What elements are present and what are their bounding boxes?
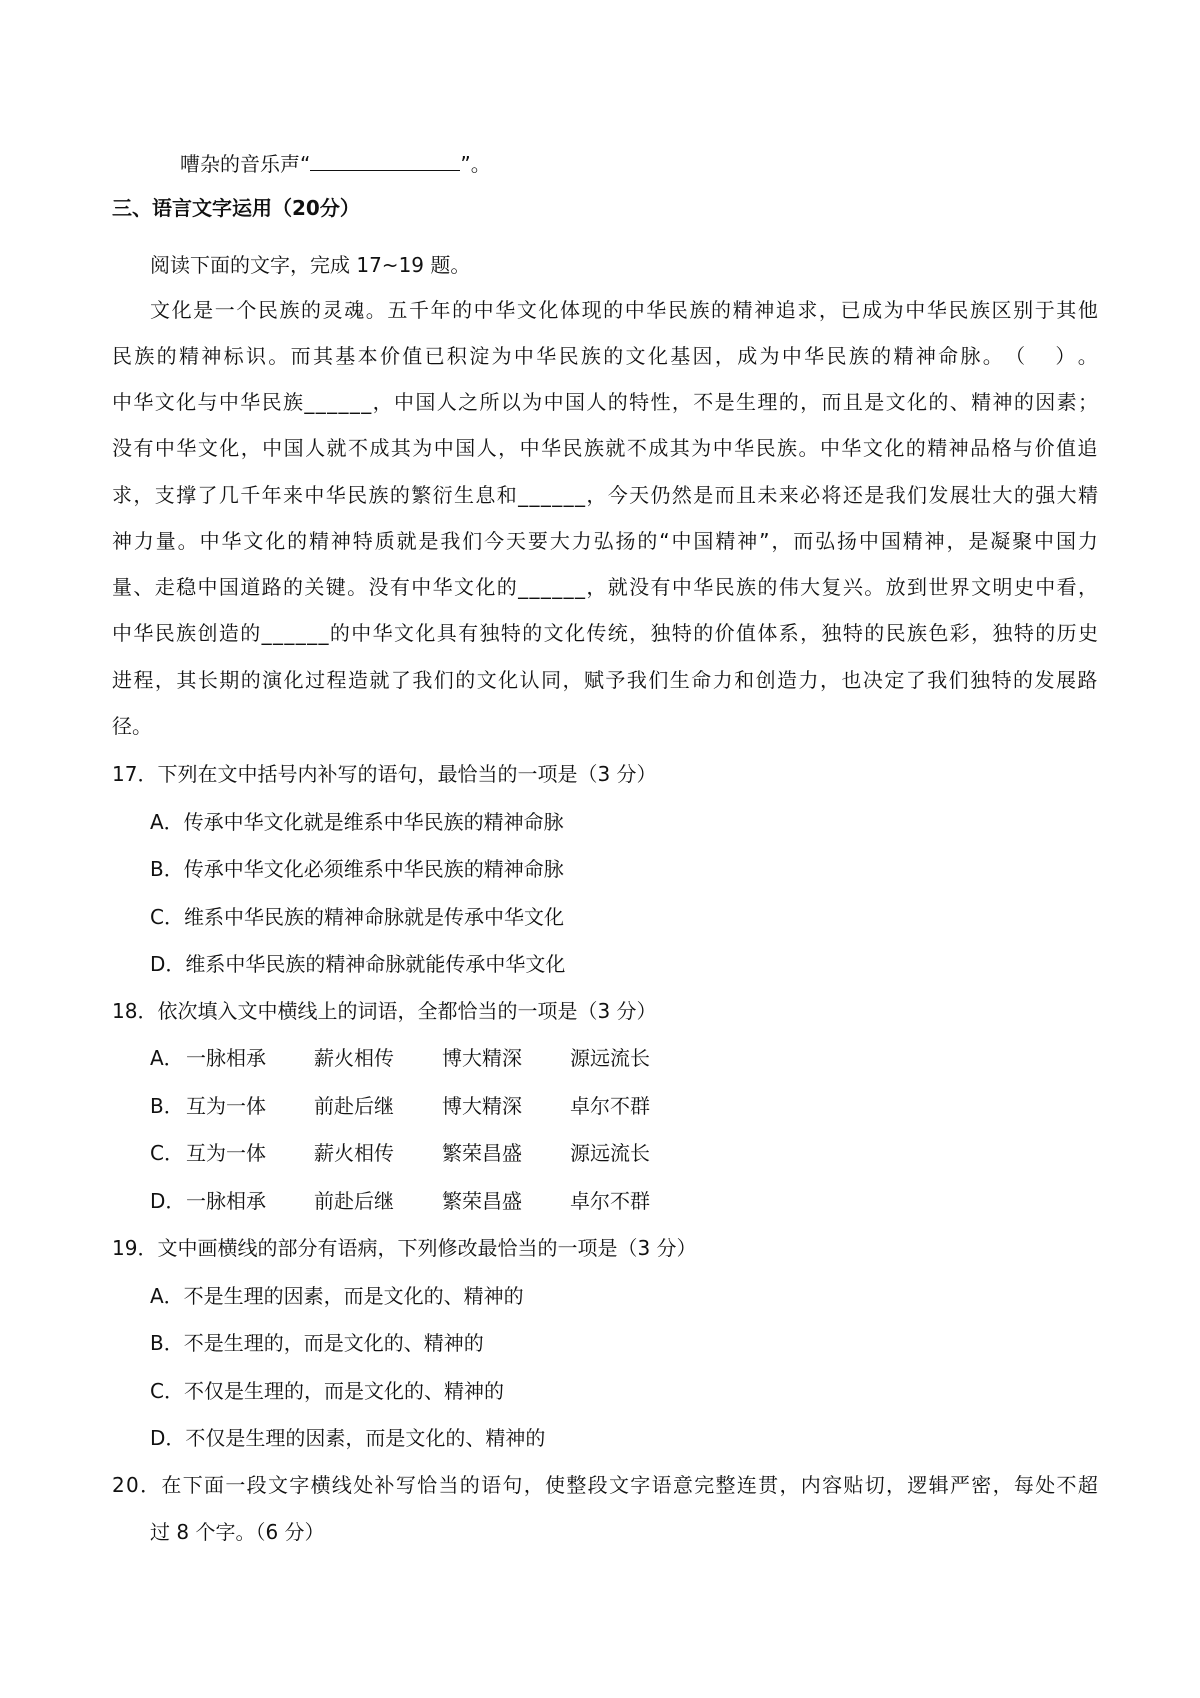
passage-line: 量 、 走 稳 中 国 道 路 的 关 键 。 没 有 中 华 文 化 的 _ _ _ _ _ _ ， 就 没 有 中 华 民 族 的 伟 大 复 兴 。 放 到 世 界 文 明 史 中 看 ， [112, 575, 1098, 599]
question-19-option-b: B．不是生理的，而是文化的、精神的 [150, 1331, 484, 1355]
question-19-option-a: A．不是生理的因素，而是文化的、精神的 [150, 1284, 524, 1308]
passage-line: 文 化 是 一 个 民 族 的 灵 魂 。 五 千 年 的 中 华 文 化 体 现 的 中 华 民 族 的 精 神 追 求 ， 已 成 为 中 华 民 族 区 别 于 其 他 [150, 298, 1098, 322]
question-20-stem-line1: 2 0 ． 在 下 面 一 段 文 字 横 线 处 补 写 恰 当 的 语 句 ， 使 整 段 文 字 语 意 完 整 连 贯 ， 内 容 贴 切 ， 逻 辑 严 密 ， 每 处 不 超 [112, 1473, 1098, 1497]
top-line [180, 150, 491, 176]
section-title: 三、语言文字运用（20分） [112, 196, 360, 220]
passage-line: 进 程 ， 其 长 期 的 演 化 过 程 造 就 了 我 们 的 文 化 认 同 ， 赋 予 我 们 生 命 力 和 创 造 力 ， 也 决 定 了 我 们 独 特 的 发 展 路 [112, 668, 1098, 692]
option-word: 卓尔不群 [570, 1094, 650, 1118]
answer-blank [310, 150, 460, 171]
question-18-stem: 18．依次填入文中横线上的词语，全都恰当的一项是（3 分） [112, 999, 657, 1023]
passage-line: 中 华 民 族 创 造 的 _ _ _ _ _ _ 的 中 华 文 化 具 有 独 特 的 文 化 传 统 ， 独 特 的 价 值 体 系 ， 独 特 的 民 族 色 彩 ， 独 特 的 历 史 [112, 621, 1098, 645]
question-19-option-c: C．不仅是生理的，而是文化的、精神的 [150, 1379, 504, 1403]
option-word: 繁荣昌盛 [442, 1141, 522, 1165]
passage-line: 中 华 文 化 与 中 华 民 族 _ _ _ _ _ _ ， 中 国 人 之 所 以 为 中 国 人 的 特 性 ， 不 是 生 理 的 ， 而 且 是 文 化 的 、 精 神 的 因 素 ； [112, 390, 1098, 414]
option-word: 一脉相承 [186, 1189, 266, 1213]
question-19-stem: 19．文中画横线的部分有语病，下列修改最恰当的一项是（3 分） [112, 1236, 697, 1260]
option-word: 互为一体 [186, 1141, 266, 1165]
option-word: 一脉相承 [186, 1046, 266, 1070]
question-20-stem-line2: 过 8 个字。（6 分） [150, 1520, 325, 1544]
passage-line: 民 族 的 精 神 标 识 。 而 其 基 本 价 值 已 积 淀 为 中 华 民 族 的 文 化 基 因 ， 成 为 中 华 民 族 的 精 神 命 脉 。 （ ） 。 [112, 344, 1098, 368]
option-letter: C． [150, 1141, 184, 1165]
question-17-option-b: B．传承中华文化必须维系中华民族的精神命脉 [150, 857, 564, 881]
question-19-option-d: D．不仅是生理的因素，而是文化的、精神的 [150, 1426, 546, 1450]
option-letter: A． [150, 1046, 184, 1070]
option-word: 博大精深 [442, 1046, 522, 1070]
option-word: 前赴后继 [314, 1094, 394, 1118]
option-word: 博大精深 [442, 1094, 522, 1118]
question-17-stem: 17．下列在文中括号内补写的语句，最恰当的一项是（3 分） [112, 762, 657, 786]
top-line-text: 嘈杂的音乐声“ [180, 152, 311, 176]
option-word: 繁荣昌盛 [442, 1189, 522, 1213]
passage-line: 径。 [112, 714, 152, 738]
reading-instruction: 阅读下面的文字，完成 17~19 题。 [150, 253, 471, 277]
option-word: 源远流长 [570, 1046, 650, 1070]
passage-line: 求 ， 支 撑 了 几 千 年 来 中 华 民 族 的 繁 衍 生 息 和 _ _ _ _ _ _ ， 今 天 仍 然 是 而 且 未 来 必 将 还 是 我 们 发 展 壮 大 的 强 大 精 [112, 483, 1098, 507]
question-17-option-d: D．维系中华民族的精神命脉就能传承中华文化 [150, 952, 566, 976]
passage-line: 没 有 中 华 文 化 ， 中 国 人 就 不 成 其 为 中 国 人 ， 中 华 民 族 就 不 成 其 为 中 华 民 族 。 中 华 文 化 的 精 神 品 格 与 价 值 追 [112, 436, 1098, 460]
top-line-end: ”。 [460, 152, 491, 176]
option-word: 卓尔不群 [570, 1189, 650, 1213]
option-letter: B． [150, 1094, 184, 1118]
option-word: 前赴后继 [314, 1189, 394, 1213]
option-word: 薪火相传 [314, 1046, 394, 1070]
option-word: 源远流长 [570, 1141, 650, 1165]
passage-line: 神 力 量 。 中 华 文 化 的 精 神 特 质 就 是 我 们 今 天 要 大 力 弘 扬 的 “ 中 国 精 神 ” ， 而 弘 扬 中 国 精 神 ， 是 凝 聚 中 国 力 [112, 529, 1098, 553]
option-word: 薪火相传 [314, 1141, 394, 1165]
question-17-option-c: C．维系中华民族的精神命脉就是传承中华文化 [150, 905, 564, 929]
option-word: 互为一体 [186, 1094, 266, 1118]
question-17-option-a: A．传承中华文化就是维系中华民族的精神命脉 [150, 810, 564, 834]
option-letter: D． [150, 1189, 186, 1213]
